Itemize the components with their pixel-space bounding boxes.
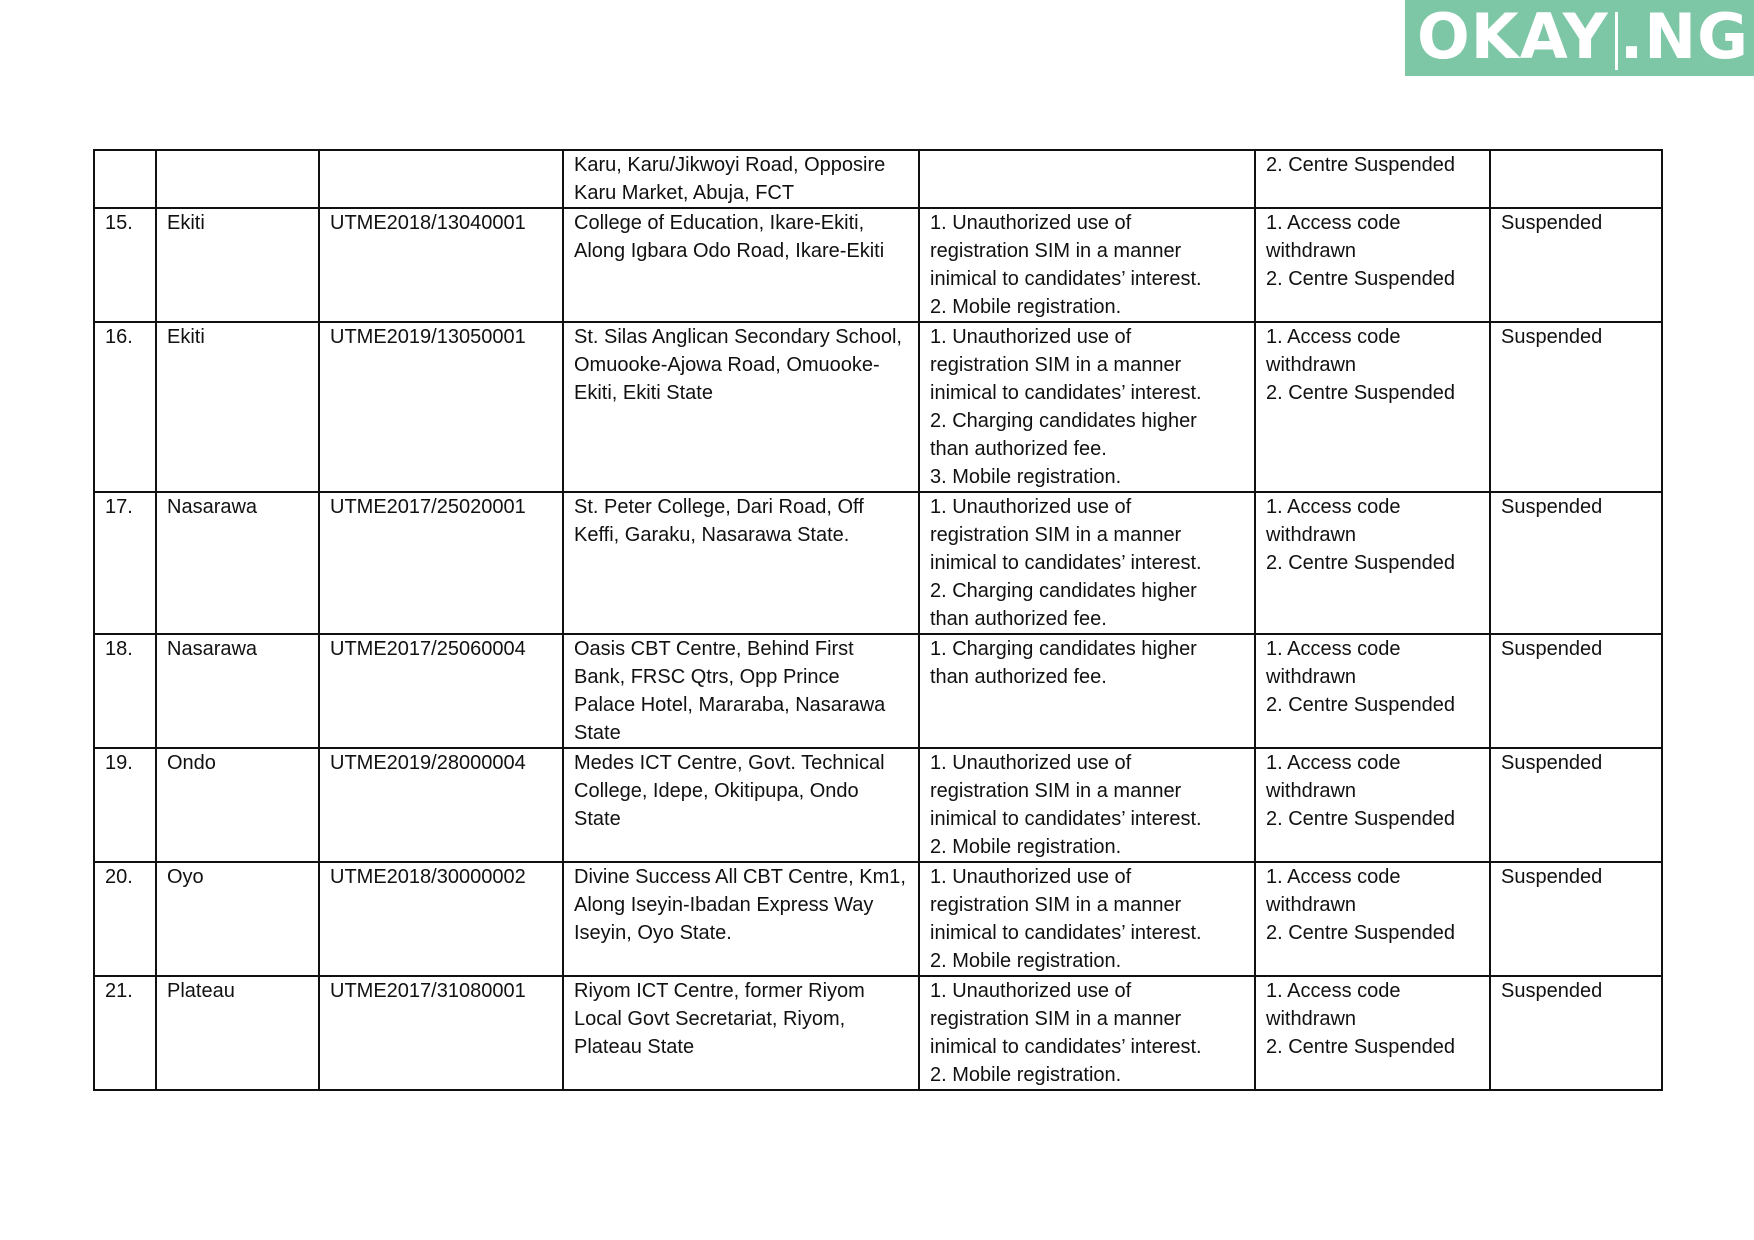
cell-sanction: 1. Access code withdrawn 2. Centre Suspended bbox=[1255, 976, 1490, 1090]
table-row bbox=[94, 492, 1662, 634]
cell-state: Ekiti bbox=[156, 322, 319, 492]
cell-status: Suspended bbox=[1490, 862, 1662, 976]
cell-sanction: 1. Access code withdrawn 2. Centre Suspended bbox=[1255, 492, 1490, 634]
table-row bbox=[94, 208, 1662, 322]
table-row bbox=[94, 150, 1662, 208]
logo-okay: OKAY bbox=[1417, 0, 1609, 74]
cell-code: UTME2017/31080001 bbox=[319, 976, 563, 1090]
cell-status: Suspended bbox=[1490, 322, 1662, 492]
cell-sn: 18. bbox=[94, 634, 156, 748]
cell-address: St. Silas Anglican Secondary School, Omuooke-Ajowa Road, Omuooke- Ekiti, Ekiti State bbox=[563, 322, 919, 492]
cell-state bbox=[156, 150, 319, 208]
cell-code: UTME2019/13050001 bbox=[319, 322, 563, 492]
cell-status bbox=[1490, 150, 1662, 208]
cell-offence: 1. Unauthorized use of registration SIM in a manner inimical to candidates’ interest. 2. Mobile registration. bbox=[919, 208, 1255, 322]
cell-state: Ekiti bbox=[156, 208, 319, 322]
cell-code: UTME2018/30000002 bbox=[319, 862, 563, 976]
cell-sn: 19. bbox=[94, 748, 156, 862]
cell-offence: 1. Charging candidates higher than authorized fee. bbox=[919, 634, 1255, 748]
cell-sn: 20. bbox=[94, 862, 156, 976]
table-row bbox=[94, 322, 1662, 492]
cell-state: Nasarawa bbox=[156, 492, 319, 634]
logo-text bbox=[1417, 0, 1750, 74]
cell-offence bbox=[919, 150, 1255, 208]
cell-status: Suspended bbox=[1490, 492, 1662, 634]
cell-address: Riyom ICT Centre, former Riyom Local Govt Secretariat, Riyom, Plateau State bbox=[563, 976, 919, 1090]
cell-address: Divine Success All CBT Centre, Km1, Along Iseyin-Ibadan Express Way Iseyin, Oyo State. bbox=[563, 862, 919, 976]
cell-address: Oasis CBT Centre, Behind First Bank, FRSC Qtrs, Opp Prince Palace Hotel, Mararaba, Nasarawa State bbox=[563, 634, 919, 748]
cell-status: Suspended bbox=[1490, 976, 1662, 1090]
table-row bbox=[94, 862, 1662, 976]
cell-address: College of Education, Ikare-Ekiti, Along Igbara Odo Road, Ikare-Ekiti bbox=[563, 208, 919, 322]
cell-address: Medes ICT Centre, Govt. Technical College, Idepe, Okitipupa, Ondo State bbox=[563, 748, 919, 862]
cell-state: Oyo bbox=[156, 862, 319, 976]
cell-sanction: 1. Access code withdrawn 2. Centre Suspended bbox=[1255, 322, 1490, 492]
cell-offence: 1. Unauthorized use of registration SIM in a manner inimical to candidates’ interest. 2. Mobile registration. bbox=[919, 976, 1255, 1090]
cell-status: Suspended bbox=[1490, 208, 1662, 322]
cell-offence: 1. Unauthorized use of registration SIM in a manner inimical to candidates’ interest. 2. Charging candidates higher than authorized fee. bbox=[919, 492, 1255, 634]
logo-ng: .NG bbox=[1619, 0, 1750, 74]
cell-sanction: 2. Centre Suspended bbox=[1255, 150, 1490, 208]
cell-status: Suspended bbox=[1490, 634, 1662, 748]
cell-code: UTME2019/28000004 bbox=[319, 748, 563, 862]
table-row bbox=[94, 976, 1662, 1090]
cell-sanction: 1. Access code withdrawn 2. Centre Suspended bbox=[1255, 208, 1490, 322]
cell-code: UTME2018/13040001 bbox=[319, 208, 563, 322]
cell-address: Karu, Karu/Jikwoyi Road, Opposire Karu Market, Abuja, FCT bbox=[563, 150, 919, 208]
cell-code: UTME2017/25060004 bbox=[319, 634, 563, 748]
okay-ng-logo bbox=[1405, 0, 1754, 76]
cell-sn: 21. bbox=[94, 976, 156, 1090]
logo-divider bbox=[1615, 12, 1618, 70]
cell-sn: 16. bbox=[94, 322, 156, 492]
cell-sn: 17. bbox=[94, 492, 156, 634]
cell-offence: 1. Unauthorized use of registration SIM in a manner inimical to candidates’ interest. 2. Mobile registration. bbox=[919, 862, 1255, 976]
table-row bbox=[94, 748, 1662, 862]
cell-sanction: 1. Access code withdrawn 2. Centre Suspended bbox=[1255, 748, 1490, 862]
cell-offence: 1. Unauthorized use of registration SIM in a manner inimical to candidates’ interest. 2. Mobile registration. bbox=[919, 748, 1255, 862]
cell-sanction: 1. Access code withdrawn 2. Centre Suspended bbox=[1255, 862, 1490, 976]
suspended-centres-table bbox=[93, 149, 1663, 1091]
cell-code: UTME2017/25020001 bbox=[319, 492, 563, 634]
cell-sanction: 1. Access code withdrawn 2. Centre Suspended bbox=[1255, 634, 1490, 748]
cell-state: Ondo bbox=[156, 748, 319, 862]
cell-code bbox=[319, 150, 563, 208]
cell-state: Nasarawa bbox=[156, 634, 319, 748]
cell-status: Suspended bbox=[1490, 748, 1662, 862]
cell-address: St. Peter College, Dari Road, Off Keffi, Garaku, Nasarawa State. bbox=[563, 492, 919, 634]
cell-sn bbox=[94, 150, 156, 208]
cell-offence: 1. Unauthorized use of registration SIM in a manner inimical to candidates’ interest. 2. Charging candidates higher than authorized fee. 3. Mobile registration. bbox=[919, 322, 1255, 492]
table-row bbox=[94, 634, 1662, 748]
cell-sn: 15. bbox=[94, 208, 156, 322]
cell-state: Plateau bbox=[156, 976, 319, 1090]
